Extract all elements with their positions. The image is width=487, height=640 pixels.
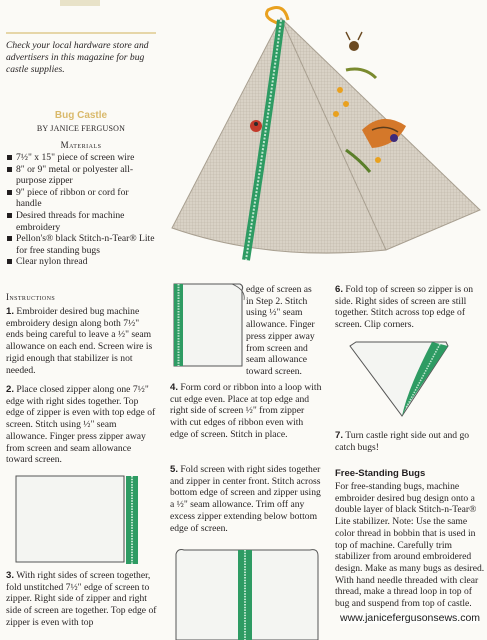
bullet-icon — [7, 236, 12, 241]
bug-castle-photo — [150, 0, 487, 272]
top-decor — [60, 0, 100, 6]
list-item: 8" or 9" metal or polyester all-purpose zipper — [6, 164, 156, 187]
step5-illustration — [172, 546, 322, 640]
list-item: Clear nylon thread — [6, 256, 156, 268]
step-7: 7. Turn castle right side out and go catch bugs! — [335, 430, 470, 453]
instructions-heading: Instructions — [6, 292, 56, 302]
intro-text: Check your local hardware store and advertisers in this magazine for bug castle supplies. — [6, 40, 149, 75]
step-4: 4. Form cord or ribbon into a loop with cut edge even. Place at top edge and right side of screen ½" from zipper with cut edges of ribbon even with edge of screen. Stitch in place. — [170, 382, 322, 440]
list-item: Pellon's® black Stitch-n-Tear® Lite for free standing bugs — [6, 233, 156, 256]
list-item: Desired threads for machine embroidery — [6, 210, 156, 233]
byline: BY JANICE FERGUSON — [36, 124, 126, 133]
free-standing-heading: Free-Standing Bugs — [335, 468, 426, 479]
list-item: 7½" x 15" piece of screen wire — [6, 152, 156, 164]
materials-list — [6, 152, 156, 268]
bullet-icon — [7, 213, 12, 218]
step-6: 6. Fold top of screen so zipper is on side. Right sides of screen are still together. Stitch across top edge of screen. Clip corners. — [335, 284, 474, 331]
step-2: 2. Place closed zipper along one 7½" edge with right sides together. Top edge of zipper is even with top edge of screen. Stitch using ½" seam allowance. Finger press zipper away from screen and seam allowance toward screen. — [6, 384, 156, 466]
step-5: 5. Fold screen with right sides together and zipper in center front. Stitch across bottom edge of screen and zipper using a ½" seam allowance. Trim off any excess zipper extending below bottom edge of screen. — [170, 464, 321, 534]
step-3-continued: edge of screen as in Step 2. Stitch using ½" seam allowance. Finger press zipper away from screen and seam allowance toward screen. — [246, 284, 315, 377]
bullet-icon — [7, 167, 12, 172]
materials-heading: Materials — [60, 140, 102, 150]
step6-illustration — [336, 338, 466, 420]
bullet-icon — [7, 259, 12, 264]
intro-rule — [6, 32, 156, 34]
step-3: 3. With right sides of screen together, fold unstitched 7½" edge of screen to zipper. Right side of zipper and right side of screen are together. Top edge of zipper is even with top — [6, 570, 157, 628]
free-standing-text: For free-standing bugs, machine embroider desired bug design onto a double layer of black Stitch-n-Tear® Lite stabilizer. Note: Use the same color thread in bobbin that is used in top of machine. Carefully trim stabilizer from around embroidered design. Make as many bugs as desired. With hand needle threaded with clear thread, make a thread loop in top of bug and suspend from top of castle. — [335, 481, 485, 610]
list-item: 9" piece of ribbon or cord for handle — [6, 187, 156, 210]
bullet-icon — [7, 190, 12, 195]
step3-illustration — [170, 280, 246, 372]
bullet-icon — [7, 155, 12, 160]
step2-illustration — [14, 474, 144, 566]
article-title: Bug Castle — [54, 110, 108, 121]
step-1: 1. Embroider desired bug machine embroidery design along both 7½" ends being careful to leave a ½" seam allowance on each end. Screen wire is rigid enough that stabilizer is not needed. — [6, 306, 153, 376]
website-url[interactable]: www.janicefergusonsews.com — [340, 612, 481, 624]
